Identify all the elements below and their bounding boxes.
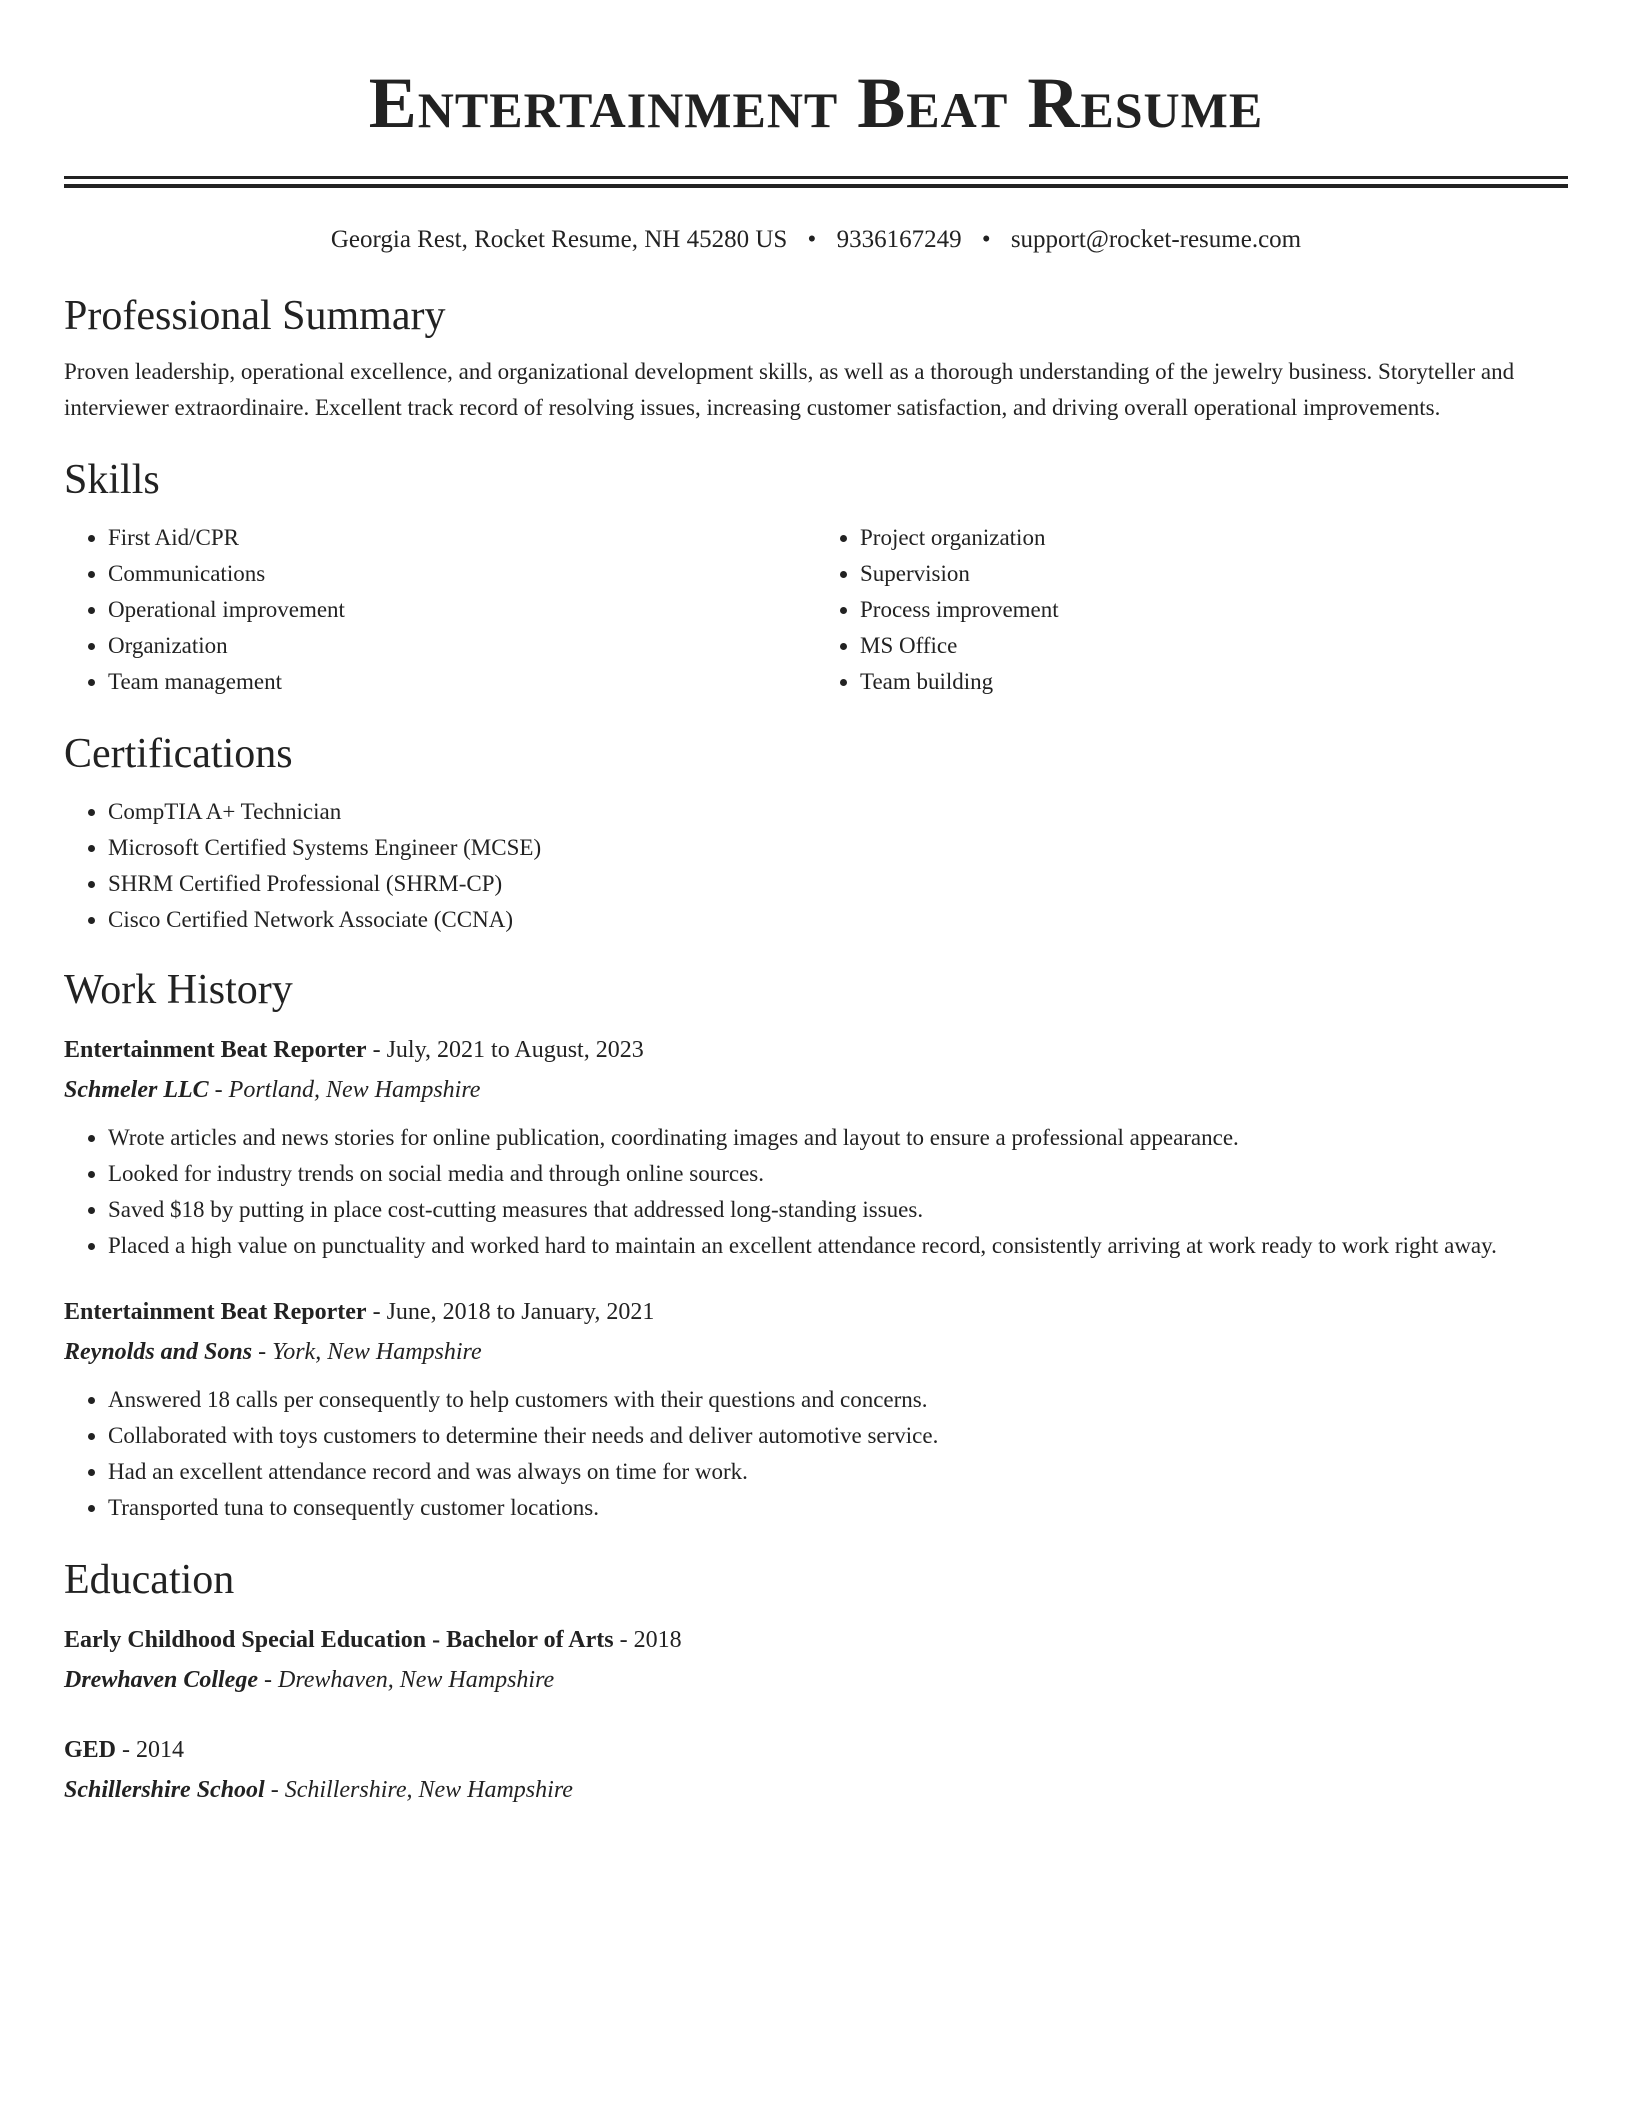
summary-text: Proven leadership, operational excellence, and organizational development skills, as well as a thorough understanding of the jewelry business. Storyteller and interviewer extraordinaire. Excellent track record of resolving issues, increasing customer satisfaction, and driving overall operational improvements. bbox=[64, 359, 1515, 420]
job-company-line bbox=[64, 1332, 1568, 1372]
skill-item: • Project organization bbox=[860, 520, 1568, 556]
education-degree: GED bbox=[64, 1737, 117, 1763]
education-degree: Early Childhood Special Education - Bachelor of Arts bbox=[64, 1627, 614, 1653]
certification-item: • Microsoft Certified Systems Engineer (MCSE) bbox=[108, 830, 1568, 866]
job-bullets bbox=[64, 1120, 1568, 1264]
contact-line bbox=[64, 224, 1568, 256]
contact-phone: 9336167249 bbox=[836, 226, 962, 253]
job-dates: July, 2021 to August, 2023 bbox=[386, 1037, 644, 1063]
job-bullet: • Placed a high value on punctuality and worked hard to maintain an excellent attendance record, consistently arriving at work ready to work right away. bbox=[108, 1228, 1568, 1264]
job-title-line bbox=[64, 1030, 1568, 1070]
dash: - bbox=[208, 1077, 229, 1103]
education-school-line bbox=[64, 1660, 1568, 1700]
education-section bbox=[64, 1554, 1568, 1810]
skill-item: • Supervision bbox=[860, 556, 1568, 592]
education-heading: Education bbox=[64, 1557, 235, 1603]
education-school: Schillershire School bbox=[64, 1777, 265, 1803]
job-company-line bbox=[64, 1070, 1568, 1110]
education-degree-line bbox=[64, 1730, 1568, 1770]
skills-list-right bbox=[816, 520, 1568, 700]
contact-separator: • bbox=[981, 226, 991, 253]
job-bullet: • Wrote articles and news stories for online publication, coordinating images and layout to ensure a professional appearance. bbox=[108, 1120, 1568, 1156]
resume-title: Entertainment Beat Resume bbox=[368, 63, 1264, 143]
skill-item: • Communications bbox=[108, 556, 816, 592]
job-title-line bbox=[64, 1292, 1568, 1332]
job-bullet: • Collaborated with toys customers to determine their needs and deliver automotive service. bbox=[108, 1418, 1568, 1454]
education-location: Drewhaven, New Hampshire bbox=[277, 1667, 555, 1693]
education-entry bbox=[64, 1730, 1568, 1810]
certifications-heading: Certifications bbox=[64, 731, 293, 777]
work-history-section bbox=[64, 964, 1568, 1526]
certification-item: • SHRM Certified Professional (SHRM-CP) bbox=[108, 866, 1568, 902]
certifications-list bbox=[64, 794, 1568, 938]
contact-address: Georgia Rest, Rocket Resume, NH 45280 US bbox=[330, 226, 788, 253]
job-entry bbox=[64, 1292, 1568, 1526]
education-entry bbox=[64, 1620, 1568, 1700]
education-degree-line bbox=[64, 1620, 1568, 1660]
job-company: Reynolds and Sons bbox=[64, 1339, 253, 1365]
contact-email: support@rocket-resume.com bbox=[1010, 226, 1302, 253]
job-bullet: • Transported tuna to consequently customer locations. bbox=[108, 1490, 1568, 1526]
skill-item: • Process improvement bbox=[860, 592, 1568, 628]
job-company: Schmeler LLC bbox=[64, 1077, 209, 1103]
dash: - bbox=[116, 1737, 137, 1763]
skill-item: • Team management bbox=[108, 664, 816, 700]
job-bullet: • Answered 18 calls per consequently to help customers with their questions and concerns. bbox=[108, 1382, 1568, 1418]
dash: - bbox=[366, 1037, 387, 1063]
work-history-heading: Work History bbox=[64, 967, 293, 1013]
summary-heading: Professional Summary bbox=[64, 293, 446, 339]
job-bullet: • Had an excellent attendance record and was always on time for work. bbox=[108, 1454, 1568, 1490]
skill-item: • Organization bbox=[108, 628, 816, 664]
education-year: 2018 bbox=[633, 1627, 682, 1653]
education-location: Schillershire, New Hampshire bbox=[284, 1777, 573, 1803]
education-year: 2014 bbox=[136, 1737, 185, 1763]
job-bullet: • Saved $18 by putting in place cost-cutting measures that addressed long-standing issues. bbox=[108, 1192, 1568, 1228]
dash: - bbox=[613, 1627, 634, 1653]
job-entry bbox=[64, 1030, 1568, 1264]
skills-section bbox=[64, 454, 1568, 700]
education-school: Drewhaven College bbox=[64, 1667, 258, 1693]
dash: - bbox=[366, 1299, 387, 1325]
certification-item: • CompTIA A+ Technician bbox=[108, 794, 1568, 830]
skill-item: • MS Office bbox=[860, 628, 1568, 664]
skills-columns bbox=[64, 520, 1568, 700]
job-bullet: • Looked for industry trends on social media and through online sources. bbox=[108, 1156, 1568, 1192]
dash: - bbox=[264, 1777, 285, 1803]
dash: - bbox=[257, 1667, 278, 1693]
job-title: Entertainment Beat Reporter bbox=[64, 1037, 367, 1063]
job-location: Portland, New Hampshire bbox=[228, 1077, 481, 1103]
job-title: Entertainment Beat Reporter bbox=[64, 1299, 367, 1325]
certifications-section bbox=[64, 728, 1568, 938]
summary-section bbox=[64, 290, 1568, 426]
certification-item: • Cisco Certified Network Associate (CCNA) bbox=[108, 902, 1568, 938]
skill-item: • Team building bbox=[860, 664, 1568, 700]
job-location: York, New Hampshire bbox=[272, 1339, 482, 1365]
dash: - bbox=[252, 1339, 273, 1365]
education-school-line bbox=[64, 1770, 1568, 1810]
skill-item: • First Aid/CPR bbox=[108, 520, 816, 556]
skills-heading: Skills bbox=[64, 457, 160, 503]
title-divider bbox=[64, 176, 1568, 188]
contact-separator: • bbox=[807, 226, 817, 253]
skills-list-left bbox=[64, 520, 816, 700]
job-dates: June, 2018 to January, 2021 bbox=[386, 1299, 655, 1325]
job-bullets bbox=[64, 1382, 1568, 1526]
skill-item: • Operational improvement bbox=[108, 592, 816, 628]
